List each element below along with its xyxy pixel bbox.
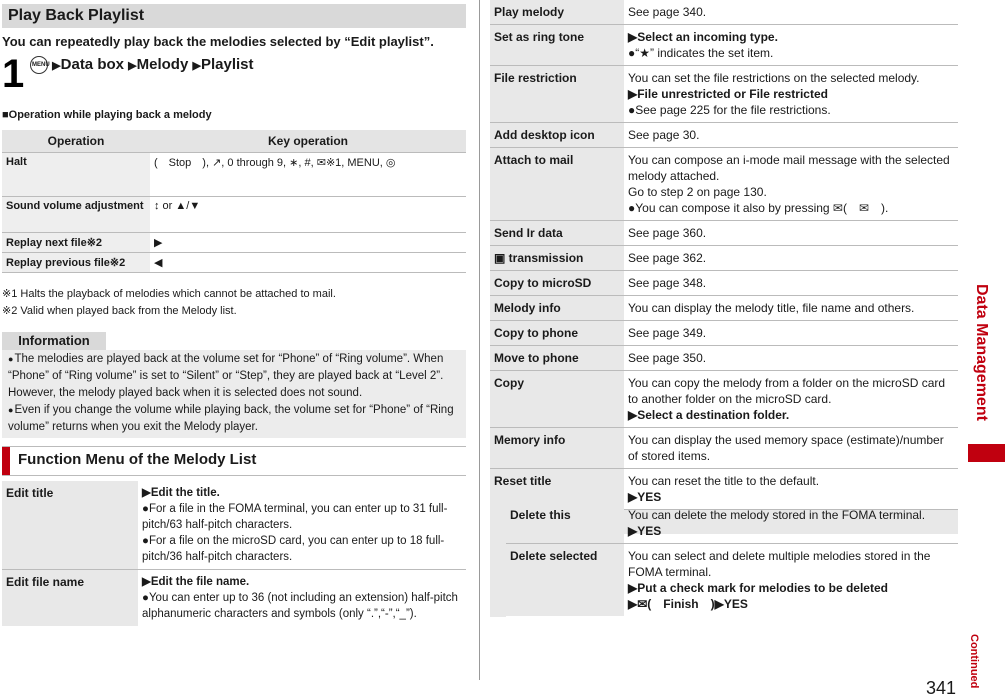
fm-delete-selected-text: You can select and delete multiple melodies stored in the FOMA terminal.	[628, 549, 931, 579]
fm-edit-title-line1: ▶Edit the title.	[142, 487, 220, 499]
fm-delete-selected: Delete selected	[506, 544, 624, 617]
fm-send-ir-data: Send Ir data	[490, 221, 624, 246]
fm-melody-info: Melody info	[490, 296, 624, 321]
fm-file-restriction-text3: ●See page 225 for the file restrictions.	[628, 103, 831, 117]
fm-memory-info: Memory info	[490, 428, 624, 469]
col-operation: Operation	[2, 130, 150, 153]
keys-halt: ( Stop ), ↗, 0 through 9, ∗, #, ✉※1, MENU, ◎	[150, 153, 466, 197]
fm-delete-this-text: You can delete the melody stored in the FOMA terminal.	[628, 508, 926, 522]
arrow-icon: ▶	[192, 60, 201, 72]
fm-memory-info-text: You can display the used memory space (estimate)/number of stored items.	[624, 428, 958, 469]
fm-set-ring-tone-text2: ●“★” indicates the set item.	[628, 46, 774, 60]
accent-bar	[2, 447, 10, 475]
fm-move-to-phone-text: See page 350.	[624, 346, 958, 371]
fm-copy-to-phone: Copy to phone	[490, 321, 624, 346]
op-halt: Halt	[2, 153, 150, 197]
function-menu-header	[2, 446, 466, 476]
fm-play-melody: Play melody	[490, 0, 624, 25]
fm-attach-to-mail-text2: Go to step 2 on page 130.	[628, 185, 767, 199]
side-label	[966, 284, 992, 440]
col-key-operation: Key operation	[150, 130, 466, 153]
page-number: 341	[926, 678, 957, 698]
fm-copy-to-phone-text: See page 349.	[624, 321, 958, 346]
fm-copy-text2: ▶Select a destination folder.	[628, 408, 790, 422]
fm-label-edit-title: Edit title	[2, 481, 138, 570]
info-item-2: ● Even if you change the volume while playing back, the volume set for “Phone” of “Ring volume” returns when you exit the Melody player.	[8, 402, 460, 436]
fm-delete-selected-text2: ▶Put a check mark for melodies to be deleted	[628, 581, 888, 595]
path-playlist: Playlist	[200, 56, 254, 73]
side-red-tab	[968, 444, 1005, 462]
fm-copy-to-microsd-text: See page 348.	[624, 271, 958, 296]
keys-replay-next: ▶	[150, 233, 466, 253]
fm-play-melody-text: See page 340.	[624, 0, 958, 25]
op-volume: Sound volume adjustment	[2, 197, 150, 233]
fm-file-restriction: File restriction	[490, 66, 624, 123]
info-item-1: ● The melodies are played back at the volume set for “Phone” of “Ring volume”. When “Phone” of “Ring volume” is set to “Silent” or “Step”, they are played back at “Level 2”. However, the melody played back when it is selected does not sound.	[8, 350, 460, 402]
operation-table	[2, 130, 466, 273]
side-label-text: Data Management	[973, 284, 990, 421]
note-1: ※1 Halts the playback of melodies which cannot be attached to mail.	[2, 288, 336, 300]
fm-reset-title-text2: ▶YES	[628, 490, 662, 504]
intro-text: You can repeatedly play back the melodies selected by “Edit playlist”.	[2, 34, 434, 49]
fm-copy-text: You can copy the melody from a folder on the microSD card to another folder on the microSD card.	[628, 376, 946, 406]
fm-delete-this: Delete this	[506, 503, 624, 544]
step-path	[30, 56, 254, 74]
delete-indent	[490, 503, 506, 617]
fm-set-ring-tone: Set as ring tone	[490, 25, 624, 66]
fm-set-ring-tone-text: ▶Select an incoming type.	[628, 30, 778, 44]
fm-add-desktop-icon-text: See page 30.	[624, 123, 958, 148]
fm-ir-transmission: ▣ transmission	[490, 246, 624, 271]
function-menu-table-right	[490, 0, 958, 534]
fm-reset-title: Reset title	[490, 469, 624, 510]
arrow-icon: ▶	[128, 60, 137, 72]
keys-volume: ↕ or ▲/▼	[150, 197, 466, 233]
path-melody: Melody	[136, 56, 189, 73]
fm-reset-title-text: You can reset the title to the default.	[628, 474, 820, 488]
fm-attach-to-mail: Attach to mail	[490, 148, 624, 221]
fm-file-restriction-text: You can set the file restrictions on the selected melody.	[628, 71, 920, 85]
delete-subtable	[506, 503, 958, 616]
operation-heading: ■Operation while playing back a melody	[2, 109, 212, 121]
information-box	[2, 350, 466, 438]
op-replay-next: Replay next file※2	[2, 233, 150, 253]
fm-copy-to-microsd: Copy to microSD	[490, 271, 624, 296]
fm-send-ir-data-text: See page 360.	[624, 221, 958, 246]
path-data-box: Data box	[60, 56, 124, 73]
fm-move-to-phone: Move to phone	[490, 346, 624, 371]
continued-label	[964, 634, 984, 694]
note-2: ※2 Valid when played back from the Melody list.	[2, 305, 237, 317]
fm-edit-title-line3: ●For a file on the microSD card, you can enter up to 18 full-pitch/36 half-pitch characters.	[142, 535, 445, 563]
fm-edit-title-line2: ●For a file in the FOMA terminal, you can enter up to 31 full-pitch/63 half-pitch characters.	[142, 503, 448, 531]
fm-copy: Copy	[490, 371, 624, 428]
menu-key-icon: MENU	[30, 56, 48, 74]
fm-label-edit-file-name: Edit file name	[2, 570, 138, 627]
fm-attach-to-mail-text3: ●You can compose it also by pressing ✉( ✉ ).	[628, 201, 889, 215]
keys-replay-prev: ◀	[150, 253, 466, 273]
fm-add-desktop-icon: Add desktop icon	[490, 123, 624, 148]
op-replay-prev: Replay previous file※2	[2, 253, 150, 273]
section-title-play-back-playlist: Play Back Playlist	[2, 4, 466, 28]
step-number: 1	[2, 52, 25, 96]
function-menu-title: Function Menu of the Melody List	[18, 451, 257, 468]
fm-edit-file-name-line2: ●You can enter up to 36 (not including an extension) half-pitch alphanumeric characters and symbols (only “.”,“-”,“_”).	[142, 592, 458, 620]
fm-delete-this-text2: ▶YES	[628, 524, 662, 538]
fm-row-edit-file-name	[2, 570, 466, 627]
information-header: Information	[2, 332, 106, 350]
function-menu-table-left	[2, 481, 466, 626]
fm-row-edit-title	[2, 481, 466, 570]
column-divider	[479, 0, 480, 680]
fm-melody-info-text: You can display the melody title, file name and others.	[624, 296, 958, 321]
fm-attach-to-mail-text: You can compose an i-mode mail message with the selected melody attached.	[628, 153, 950, 183]
fm-ir-transmission-text: See page 362.	[624, 246, 958, 271]
fm-file-restriction-text2: ▶File unrestricted or File restricted	[628, 87, 828, 101]
fm-delete-selected-text3: ▶✉( Finish )▶YES	[628, 597, 748, 611]
continued-text: Continued	[968, 634, 980, 689]
fm-edit-file-name-line1: ▶Edit the file name.	[142, 576, 250, 588]
arrow-icon: ▶	[52, 60, 61, 72]
